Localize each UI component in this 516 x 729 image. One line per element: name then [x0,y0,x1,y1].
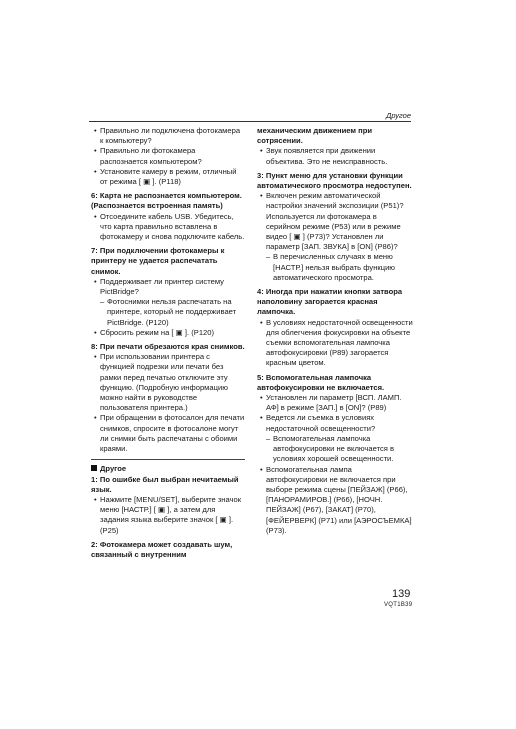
question-heading: 5: Вспомогательная лампочка автофокусировки не включается. [257,372,385,392]
bullet-item: • При обращении в фотосалон для печати снимков, спросите в фотосалоне могут ли снимки быть распечатаны с обоими краями. [91,413,245,454]
bullet-item: • Включен режим автоматической настройки значений экспозиции (P51)? Используется ли фотокамера в серийном режиме (P53) или в режиме видео [ ▣ ] (P73)? Установлен ли параметр [ЗАП. ЗВУКА] в [ON] (P86)? [257,191,413,252]
header-rule [89,121,411,122]
bullet-item: • Звук появляется при движении объектива. Это не неисправность. [257,146,413,166]
right-column [257,126,413,536]
bullet-item: • Правильно ли подключена фотокамера к компьютеру? [91,126,245,146]
bullet-item: • Поддерживает ли принтер систему PictBridge? [91,277,245,297]
section-heading-label: Другое [100,464,127,474]
dash-note: – Фотоснимки нельзя распечатать на принтере, который не поддерживает PictBridge. (P120) [91,297,245,328]
dash-note: – В перечисленных случаях в меню [НАСТР.] нельзя выбрать функцию автоматического просмотра. [257,252,413,283]
bullet-item: • Нажмите [MENU/SET], выберите значок меню [НАСТР.] [ ▣ ], а затем для задания языка выберите значок [ ▣ ]. (P25) [91,495,245,536]
question-heading: механическим движением при сотрясении. [257,126,373,146]
page-number: 139 [392,588,411,600]
bullet-item: • Правильно ли фотокамера распознается компьютером? [91,146,245,166]
section-heading [91,464,245,474]
section-title: Другое [386,111,411,120]
question-heading: 2: Фотокамера может создавать шум, связанный с внутренним [91,539,233,559]
bullet-item: • Сбросить режим на [ ▣ ]. (P120) [91,328,245,338]
page-header [89,111,411,123]
bullet-item: • Отсоедините кабель USB. Убедитесь, что карта правильно вставлена в фотокамеру и снова подключите кабель. [91,212,245,243]
question-heading: 4: Иногда при нажатии кнопки затвора наполовину загорается красная лампочка. [257,287,403,317]
bullet-item: • Ведется ли съемка в условиях недостаточной освещенности? [257,413,413,433]
question-heading: 8: При печати обрезаются края снимков. [91,342,245,352]
left-column [91,126,245,560]
bullet-item: • Вспомогательная лампа автофокусировки не включается при выборе режима сцены [ПЕЙЗАЖ] (P66), [ПАНОРАМИРОВ.] (P66), [НОЧН. ПЕЙЗАЖ] (P67), [ЗАКАТ] (P70), [ФЕЙЕРВЕРК] (P71) или [АЭРОСЪЕМКА] (P73). [257,465,413,536]
question-heading: 6: Карта не распознается компьютером. (Распознается встроенная память) [91,191,242,211]
section-divider [91,459,245,460]
document-code: VQT1B39 [384,602,413,608]
dash-note: – Вспомогательная лампочка автофокусировки не включается в условиях хорошей освещенности. [257,434,413,465]
bullet-item: • В условиях недостаточной освещенности для облегчения фокусировки на объекте съемки вспомогательная лампочка автофокусировки (P89) загорается красным цветом. [257,318,413,369]
square-bullet-icon [91,465,97,471]
bullet-item: • Установите камеру в режим, отличный от режима [ ▣ ]. (P118) [91,167,245,187]
question-heading: 1: По ошибке был выбран нечитаемый язык. [91,474,239,494]
question-heading: 7: При подключении фотокамеры к принтеру не удается распечатать снимок. [91,246,225,276]
question-heading: 3: Пункт меню для установки функции автоматического просмотра недоступен. [257,170,412,191]
bullet-item: • При использовании принтера с функцией подрезки или печати без рамки перед печатью отключите эту функцию. (Подробную информацию можно найти в руководстве пользователя принтера.) [91,352,245,413]
bullet-item: • Установлен ли параметр [ВСП. ЛАМП. АФ] в режиме [ЗАП.] в [ON]? (P89) [257,393,413,413]
